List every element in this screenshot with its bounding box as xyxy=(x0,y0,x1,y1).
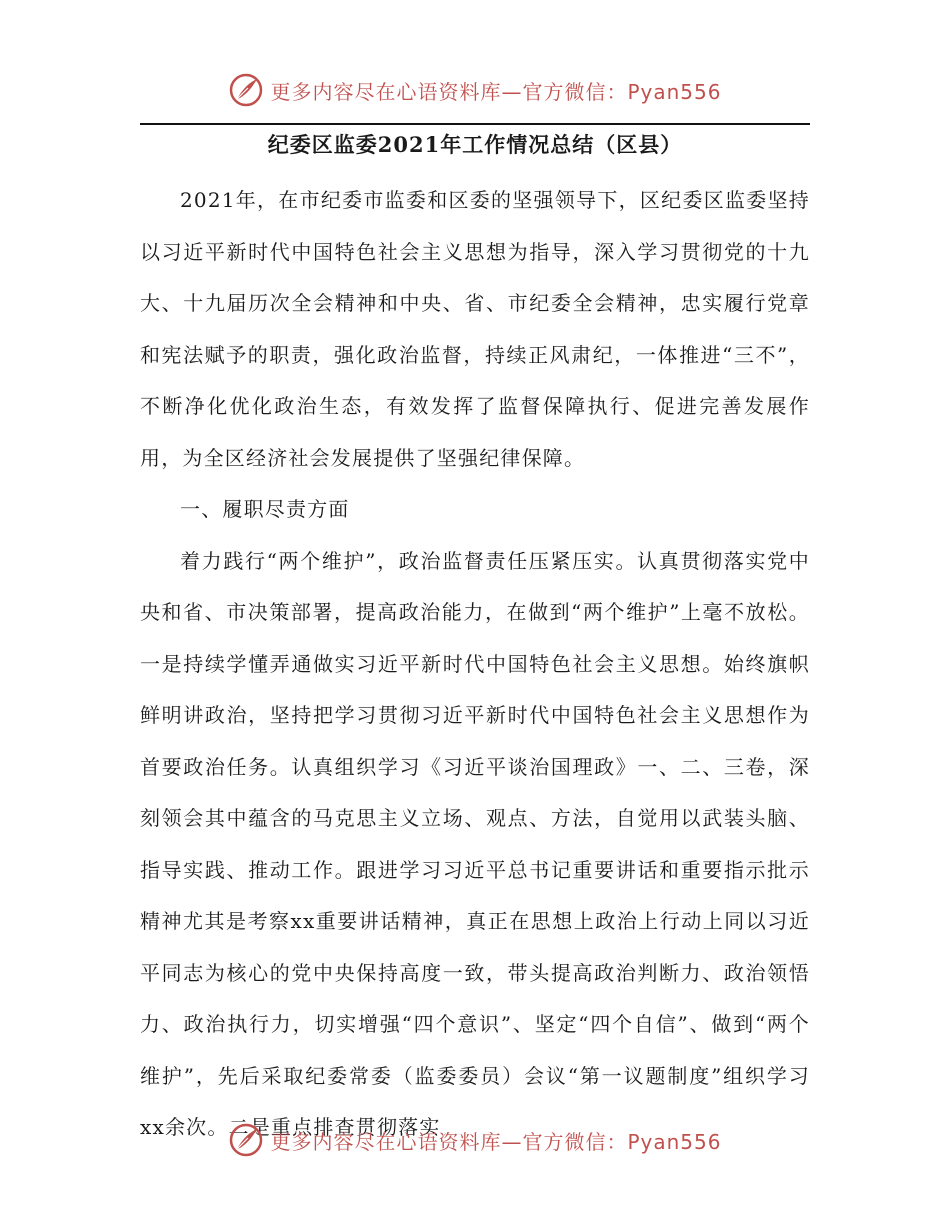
section-heading: 一、履职尽责方面 xyxy=(180,497,350,521)
paragraph-political-supervision: 着力践行“两个维护”，政治监督责任压紧压实。认真贯彻落实党中央和省、市决策部署，提高政治能力，在做到“两个维护”上毫不放松。一是持续学懂弄通做实习近平新时代中国特色社会主义思想。始终旗帜鲜明讲政治，坚持把学习贯彻习近平新时代中国特色社会主义思想作为首要政治任务。认真组织学习《习近平谈治国理政》一、二、三卷，深刻领会其中蕴含的马克思主义立场、观点、方法，自觉用以武装头脑、指导实践、推动工作。跟进学习习近平总书记重要讲话和重要指示批示精神尤其是考察xx重要讲话精神，真正在思想上政治上行动上同以习近平同志为核心的党中央保持高度一致，带头提高政治判断力、政治领悟力、政治执行力，切实增强“四个意识”、坚定“四个自信”、做到“两个维护”，先后采取纪委常委（监委委员）会议“第一议题制度”组织学习xx余次。二是重点排查贯彻落实 xyxy=(140,548,810,1139)
paragraph-intro: 2021年，在市纪委市监委和区委的坚强领导下，区纪委区监委坚持以习近平新时代中国特色社会主义思想为指导，深入学习贯彻党的十九大、十九届历次全会精神和中央、省、市纪委全会精神，忠实履行党章和宪法赋予的职责，强化政治监督，持续正风肃纪，一体推进“三不”，不断净化优化政治生态，有效发挥了监督保障执行、促进完善发展作用，为全区经济社会发展提供了坚强纪律保障。 xyxy=(140,188,810,470)
header-rule xyxy=(140,123,810,125)
banner-text: 更多内容尽在心语资料库—官方微信：Pyan556 xyxy=(270,1129,722,1154)
document-body xyxy=(140,175,810,1154)
banner-text: 更多内容尽在心语资料库—官方微信：Pyan556 xyxy=(270,79,722,104)
feather-quill-icon xyxy=(228,1122,264,1158)
footer-banner xyxy=(0,1120,950,1160)
header-banner xyxy=(0,70,950,110)
feather-quill-icon xyxy=(228,72,264,108)
document-title: 纪委区监委2021年工作情况总结（区县） xyxy=(267,132,683,157)
